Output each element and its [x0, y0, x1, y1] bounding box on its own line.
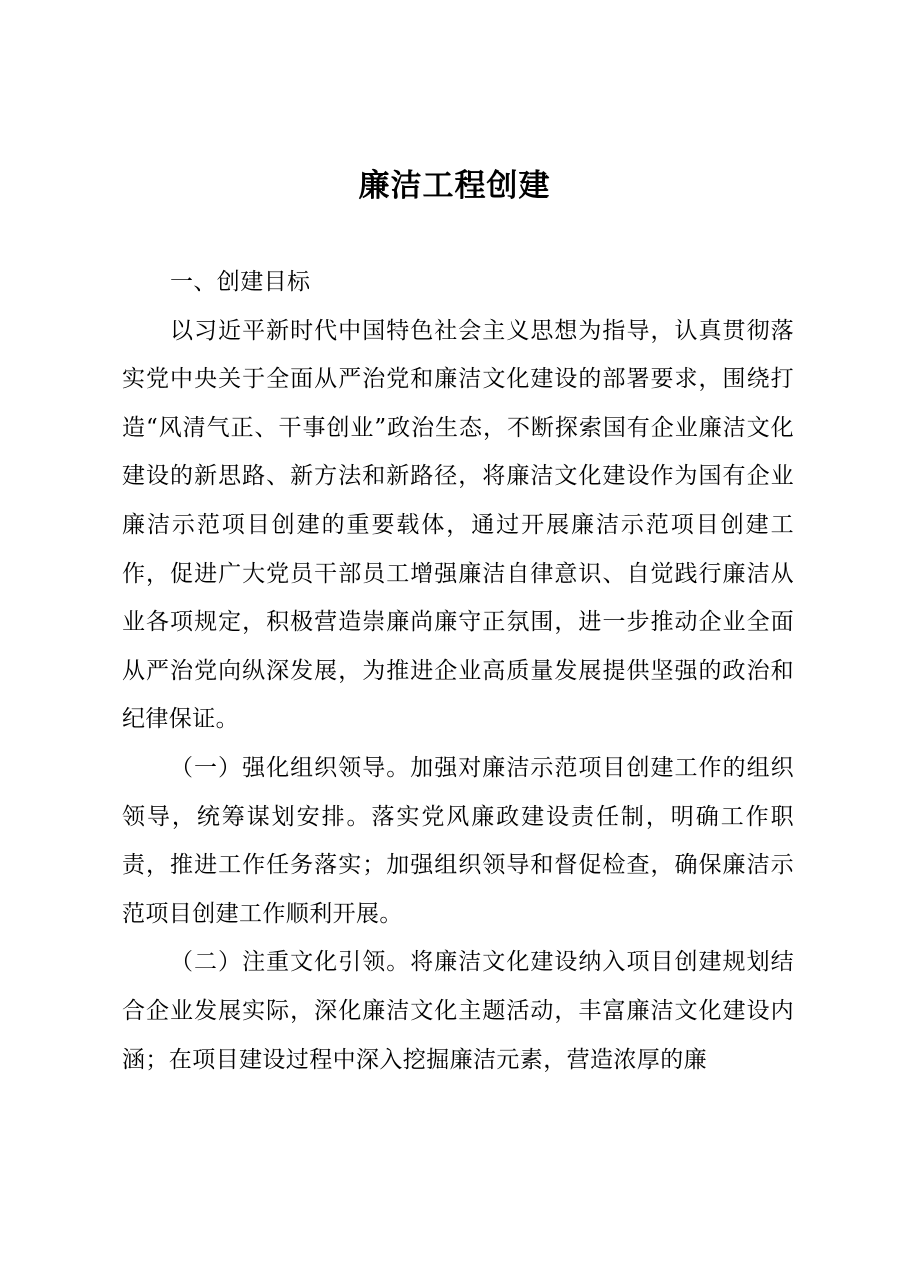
paragraph-culture-guidance: （二）注重文化引领。将廉洁文化建设纳入项目创建规划结合企业发展实际，深化廉洁文化主题活动，丰富廉洁文化建设内涵；在项目建设过程中深入挖掘廉洁元素，营造浓厚的廉 [122, 949, 794, 1073]
paragraph-guiding-thought: 以习近平新时代中国特色社会主义思想为指导，认真贯彻落实党中央关于全面从严治党和廉洁文化建设的部署要求，围绕打造“风清气正、干事创业”政治生态，不断探索国有企业廉洁文化建设的新思路、新方法和新路径，将廉洁文化建设作为国有企业廉洁示范项目创建的重要载体，通过开展廉洁示范项目创建工作，促进广大党员干部员工增强廉洁自律意识、自觉践行廉洁从业各项规定，积极营造崇廉尚廉守正氛围，进一步推动企业全面从严治党向纵深发展，为推进企业高质量发展提供坚强的政治和纪律保证。 [122, 317, 794, 733]
paragraph-organization-leadership: （一）强化组织领导。加强对廉洁示范项目创建工作的组织领导，统筹谋划安排。落实党风廉政建设责任制，明确工作职责，推进工作任务落实；加强组织领导和督促检查，确保廉洁示范项目创建工作顺利开展。 [122, 754, 794, 927]
document-body [122, 258, 794, 1084]
section-heading-goal: 一、创建目标 [170, 269, 311, 295]
document-title: 廉洁工程创建 [358, 168, 551, 204]
